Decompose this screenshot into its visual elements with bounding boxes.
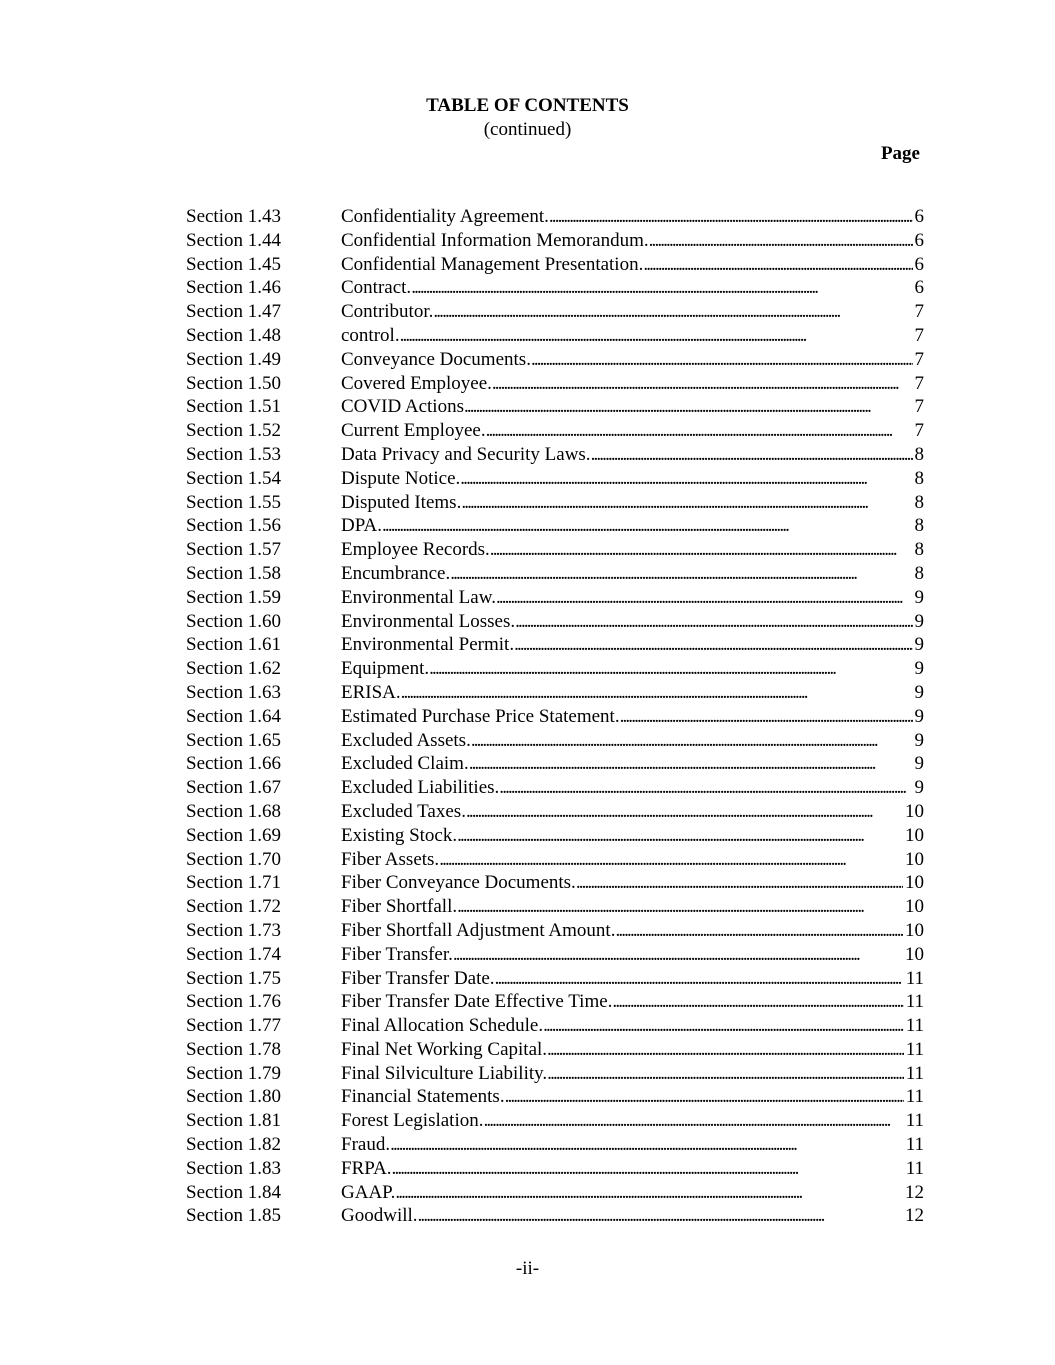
toc-page-number: 11 (905, 1062, 924, 1084)
toc-entry (186, 348, 924, 372)
toc-page-number: 11 (905, 1038, 924, 1060)
toc-page-number: 12 (905, 1181, 924, 1203)
toc-dot-leader (457, 895, 903, 919)
toc-entry (186, 776, 924, 800)
toc-entry (186, 538, 924, 562)
toc-entry-title: Fiber Shortfall. (341, 896, 458, 918)
toc-entry (186, 467, 924, 491)
toc-entry-body (341, 1109, 924, 1133)
toc-entry-title: ERISA. (341, 681, 401, 703)
toc-page-number: 10 (905, 919, 924, 941)
toc-dot-leader (439, 848, 903, 872)
toc-page-number: 12 (905, 1205, 924, 1227)
toc-entry (186, 824, 924, 848)
toc-entry-title: Excluded Claim. (341, 753, 469, 775)
toc-entry (186, 729, 924, 753)
toc-entry-body (341, 943, 924, 967)
toc-page-number: 9 (914, 705, 924, 727)
toc-dot-leader (450, 562, 912, 586)
toc-entry-body (341, 729, 924, 753)
toc-entry (186, 1038, 924, 1062)
toc-dot-leader (499, 776, 912, 800)
toc-section-number: Section 1.76 (186, 991, 281, 1013)
toc-page-number: 6 (914, 277, 924, 299)
toc-dot-leader (486, 419, 913, 443)
toc-entry-body (341, 990, 924, 1014)
toc-page-number: 10 (905, 800, 924, 822)
toc-dot-leader (515, 610, 912, 634)
toc-section-number: Section 1.60 (186, 610, 281, 632)
toc-section-number: Section 1.68 (186, 800, 281, 822)
toc-dot-leader (643, 253, 912, 277)
toc-dot-leader (395, 1181, 903, 1205)
toc-page-number: 11 (905, 1134, 924, 1156)
toc-page-number: 9 (914, 586, 924, 608)
toc-entry (186, 919, 924, 943)
toc-entry-body (341, 895, 924, 919)
toc-entry-body (341, 657, 924, 681)
toc-section-number: Section 1.84 (186, 1181, 281, 1203)
toc-entry-body (341, 491, 924, 515)
toc-dot-leader (382, 514, 912, 538)
toc-section-number: Section 1.65 (186, 729, 281, 751)
toc-section-number: Section 1.75 (186, 967, 281, 989)
toc-entry-body (341, 562, 924, 586)
toc-entry-body (341, 1204, 924, 1228)
toc-section-number: Section 1.78 (186, 1038, 281, 1060)
toc-entry-title: Fiber Transfer Date Effective Time. (341, 991, 613, 1013)
toc-dot-leader (547, 1062, 904, 1086)
toc-entry-body (341, 253, 924, 277)
toc-section-number: Section 1.77 (186, 1015, 281, 1037)
toc-section-number: Section 1.56 (186, 515, 281, 537)
toc-page-number: 9 (914, 777, 924, 799)
toc-entry (186, 657, 924, 681)
toc-entry (186, 610, 924, 634)
toc-entry-title: Contract. (341, 277, 412, 299)
toc-dot-leader (433, 300, 912, 324)
toc-dot-leader (612, 990, 903, 1014)
toc-section-number: Section 1.67 (186, 777, 281, 799)
toc-page-number: 10 (905, 848, 924, 870)
page-column-label: Page (880, 143, 920, 164)
toc-entry-title: Encumbrance. (341, 562, 451, 584)
toc-title: TABLE OF CONTENTS (426, 95, 629, 116)
toc-section-number: Section 1.46 (186, 277, 281, 299)
toc-page-number: 11 (905, 1157, 924, 1179)
toc-entry (186, 514, 924, 538)
toc-entry (186, 276, 924, 300)
toc-entry-title: Final Allocation Schedule. (341, 1015, 544, 1037)
toc-entry-title: Fiber Shortfall Adjustment Amount. (341, 919, 616, 941)
toc-entry-title: Final Silviculture Liability. (341, 1062, 548, 1084)
toc-entry-body (341, 800, 924, 824)
toc-dot-leader (576, 871, 903, 895)
toc-section-number: Section 1.85 (186, 1205, 281, 1227)
toc-page-number: 7 (914, 372, 924, 394)
toc-dot-leader (411, 276, 912, 300)
toc-entry-title: Environmental Law. (341, 586, 496, 608)
toc-entry (186, 562, 924, 586)
toc-entry-body (341, 919, 924, 943)
toc-page-number: 8 (914, 467, 924, 489)
toc-dot-leader (401, 681, 913, 705)
toc-entry-title: Financial Statements. (341, 1086, 505, 1108)
toc-entry (186, 229, 924, 253)
toc-page-number: 9 (914, 729, 924, 751)
toc-entry (186, 491, 924, 515)
toc-entry (186, 967, 924, 991)
toc-section-number: Section 1.53 (186, 443, 281, 465)
toc-dot-leader (400, 324, 913, 348)
toc-section-number: Section 1.69 (186, 824, 281, 846)
toc-dot-leader (471, 729, 913, 753)
toc-section-number: Section 1.81 (186, 1110, 281, 1132)
toc-entry-title: Excluded Liabilities. (341, 777, 500, 799)
toc-entry-body (341, 324, 924, 348)
toc-entry-body (341, 1133, 924, 1157)
toc-dot-leader (390, 1133, 904, 1157)
toc-dot-leader (483, 1109, 903, 1133)
toc-section-number: Section 1.49 (186, 348, 281, 370)
toc-page-number: 9 (914, 681, 924, 703)
toc-page-number: 7 (914, 348, 924, 370)
toc-entry (186, 1109, 924, 1133)
toc-entry (186, 895, 924, 919)
toc-section-number: Section 1.59 (186, 586, 281, 608)
toc-entry-body (341, 705, 924, 729)
toc-entry-title: Disputed Items. (341, 491, 462, 513)
toc-dot-leader (649, 229, 913, 253)
toc-section-number: Section 1.51 (186, 396, 281, 418)
toc-entry-body (341, 871, 924, 895)
toc-section-number: Section 1.73 (186, 919, 281, 941)
toc-entry (186, 1133, 924, 1157)
toc-entry-body (341, 1181, 924, 1205)
toc-dot-leader (453, 943, 903, 967)
toc-page-number: 8 (914, 443, 924, 465)
toc-dot-leader (547, 1038, 904, 1062)
toc-section-number: Section 1.58 (186, 562, 281, 584)
toc-page-number: 10 (905, 824, 924, 846)
toc-entry-title: Equipment. (341, 658, 430, 680)
toc-entry-title: Estimated Purchase Price Statement. (341, 705, 620, 727)
toc-entry-title: Contributor. (341, 301, 434, 323)
toc-section-number: Section 1.61 (186, 634, 281, 656)
toc-section-number: Section 1.48 (186, 324, 281, 346)
toc-dot-leader (418, 1204, 903, 1228)
toc-section-number: Section 1.55 (186, 491, 281, 513)
toc-entry-title: Existing Stock. (341, 824, 458, 846)
toc-page-number: 8 (914, 562, 924, 584)
toc-entry-title: Environmental Permit. (341, 634, 515, 656)
toc-entry-body (341, 395, 924, 419)
toc-entry (186, 990, 924, 1014)
toc-section-number: Section 1.82 (186, 1134, 281, 1156)
toc-entry (186, 205, 924, 229)
toc-section-number: Section 1.43 (186, 206, 281, 227)
toc-dot-leader (505, 1085, 904, 1109)
toc-dot-leader (543, 1014, 904, 1038)
toc-entry (186, 586, 924, 610)
toc-entry-body (341, 967, 924, 991)
toc-entry (186, 633, 924, 657)
toc-entry-body (341, 610, 924, 634)
toc-dot-leader (615, 919, 903, 943)
toc-entry-body (341, 848, 924, 872)
toc-dot-leader (591, 443, 913, 467)
toc-entry-title: Confidentiality Agreement. (341, 206, 549, 227)
toc-entry-body (341, 348, 924, 372)
toc-entry-body (341, 1157, 924, 1181)
toc-dot-leader (549, 205, 913, 229)
toc-entry-title: control. (341, 324, 400, 346)
toc-entry (186, 848, 924, 872)
toc-entry-title: Final Net Working Capital. (341, 1038, 548, 1060)
toc-entry-title: FRPA. (341, 1157, 392, 1179)
toc-dot-leader (457, 824, 903, 848)
toc-entry-body (341, 776, 924, 800)
toc-dot-leader (460, 467, 912, 491)
toc-entry-body (341, 467, 924, 491)
toc-page-number: 10 (905, 872, 924, 894)
toc-section-number: Section 1.52 (186, 420, 281, 442)
toc-entry-title: Dispute Notice. (341, 467, 461, 489)
toc-entry (186, 800, 924, 824)
toc-list (186, 205, 924, 1228)
toc-entry-title: Data Privacy and Security Laws. (341, 443, 591, 465)
toc-entry-body (341, 752, 924, 776)
toc-page-number: 11 (905, 1110, 924, 1132)
toc-entry (186, 1157, 924, 1181)
toc-entry (186, 1204, 924, 1228)
toc-page-number: 7 (914, 396, 924, 418)
toc-entry-body (341, 1038, 924, 1062)
toc-section-number: Section 1.45 (186, 253, 281, 275)
toc-entry-body (341, 1085, 924, 1109)
toc-section-number: Section 1.44 (186, 229, 281, 251)
toc-entry-body (341, 1062, 924, 1086)
toc-entry-title: Current Employee. (341, 420, 486, 442)
toc-page-number: 7 (914, 420, 924, 442)
toc-dot-leader (392, 1157, 904, 1181)
toc-entry-title: Excluded Taxes. (341, 800, 466, 822)
toc-entry-body (341, 372, 924, 396)
toc-entry (186, 372, 924, 396)
toc-entry (186, 752, 924, 776)
toc-page-number: 7 (914, 324, 924, 346)
toc-entry (186, 681, 924, 705)
toc-section-number: Section 1.54 (186, 467, 281, 489)
toc-page-number: 7 (914, 301, 924, 323)
toc-entry-title: Fiber Transfer. (341, 943, 453, 965)
toc-page-number: 10 (905, 896, 924, 918)
toc-dot-leader (464, 395, 913, 419)
toc-page-number: 6 (914, 253, 924, 275)
toc-section-number: Section 1.83 (186, 1157, 281, 1179)
toc-page-number: 9 (914, 634, 924, 656)
toc-entry (186, 324, 924, 348)
toc-entry-title: Conveyance Documents. (341, 348, 531, 370)
page-number: -ii- (515, 1258, 540, 1279)
toc-entry-title: GAAP. (341, 1181, 396, 1203)
toc-dot-leader (531, 348, 913, 372)
toc-section-number: Section 1.79 (186, 1062, 281, 1084)
toc-entry-body (341, 681, 924, 705)
toc-page-number: 9 (914, 610, 924, 632)
toc-page-number: 8 (914, 539, 924, 561)
toc-section-number: Section 1.80 (186, 1086, 281, 1108)
toc-entry-title: Excluded Assets. (341, 729, 471, 751)
toc-entry-body (341, 205, 924, 229)
toc-entry (186, 1085, 924, 1109)
toc-page-number: 6 (914, 229, 924, 251)
toc-entry-body (341, 276, 924, 300)
toc-entry-body (341, 633, 924, 657)
toc-entry-title: Environmental Losses. (341, 610, 516, 632)
toc-entry-title: Fiber Transfer Date. (341, 967, 495, 989)
toc-entry (186, 300, 924, 324)
toc-page-number: 11 (905, 1015, 924, 1037)
toc-section-number: Section 1.47 (186, 301, 281, 323)
toc-section-number: Section 1.72 (186, 896, 281, 918)
toc-dot-leader (461, 491, 912, 515)
toc-entry (186, 253, 924, 277)
toc-dot-leader (620, 705, 913, 729)
toc-page-number: 6 (914, 206, 924, 227)
toc-dot-leader (466, 800, 903, 824)
toc-page-number: 11 (905, 991, 924, 1013)
toc-section-number: Section 1.66 (186, 753, 281, 775)
toc-section-number: Section 1.74 (186, 943, 281, 965)
toc-entry-title: Covered Employee. (341, 372, 492, 394)
toc-section-number: Section 1.70 (186, 848, 281, 870)
toc-entry-body (341, 824, 924, 848)
toc-page-number: 8 (914, 515, 924, 537)
toc-dot-leader (495, 967, 904, 991)
toc-entry-title: Employee Records. (341, 539, 490, 561)
toc-dot-leader (514, 633, 912, 657)
toc-entry (186, 1014, 924, 1038)
toc-entry-title: Forest Legislation. (341, 1110, 484, 1132)
toc-page-number: 9 (914, 753, 924, 775)
toc-entry-body (341, 586, 924, 610)
toc-page-number: 10 (905, 943, 924, 965)
toc-page-number: 9 (914, 658, 924, 680)
toc-entry-title: Fraud. (341, 1134, 391, 1156)
toc-section-number: Section 1.62 (186, 658, 281, 680)
toc-entry (186, 705, 924, 729)
toc-entry (186, 871, 924, 895)
toc-entry-title: Fiber Assets. (341, 848, 440, 870)
toc-entry (186, 943, 924, 967)
toc-entry (186, 419, 924, 443)
toc-dot-leader (492, 372, 913, 396)
toc-entry-body (341, 300, 924, 324)
toc-dot-leader (490, 538, 913, 562)
toc-page-number: 11 (905, 1086, 924, 1108)
toc-entry-title: DPA. (341, 515, 383, 537)
toc-entry-title: COVID Actions (341, 396, 464, 418)
toc-entry-body (341, 1014, 924, 1038)
toc-entry-title: Confidential Management Presentation. (341, 253, 644, 275)
toc-entry-body (341, 419, 924, 443)
toc-section-number: Section 1.57 (186, 539, 281, 561)
toc-entry-body (341, 229, 924, 253)
toc-entry-title: Fiber Conveyance Documents. (341, 872, 576, 894)
toc-dot-leader (469, 752, 913, 776)
toc-section-number: Section 1.50 (186, 372, 281, 394)
toc-dot-leader (496, 586, 913, 610)
toc-page-number: 8 (914, 491, 924, 513)
toc-entry (186, 1062, 924, 1086)
toc-section-number: Section 1.64 (186, 705, 281, 727)
toc-entry (186, 1181, 924, 1205)
toc-subtitle: (continued) (483, 119, 572, 140)
toc-section-number: Section 1.63 (186, 681, 281, 703)
toc-section-number: Section 1.71 (186, 872, 281, 894)
toc-entry-title: Confidential Information Memorandum. (341, 229, 649, 251)
toc-entry (186, 443, 924, 467)
toc-entry-body (341, 538, 924, 562)
toc-entry-body (341, 514, 924, 538)
toc-entry (186, 395, 924, 419)
toc-entry-title: Goodwill. (341, 1205, 418, 1227)
toc-page-number: 11 (905, 967, 924, 989)
toc-dot-leader (429, 657, 912, 681)
toc-entry-body (341, 443, 924, 467)
